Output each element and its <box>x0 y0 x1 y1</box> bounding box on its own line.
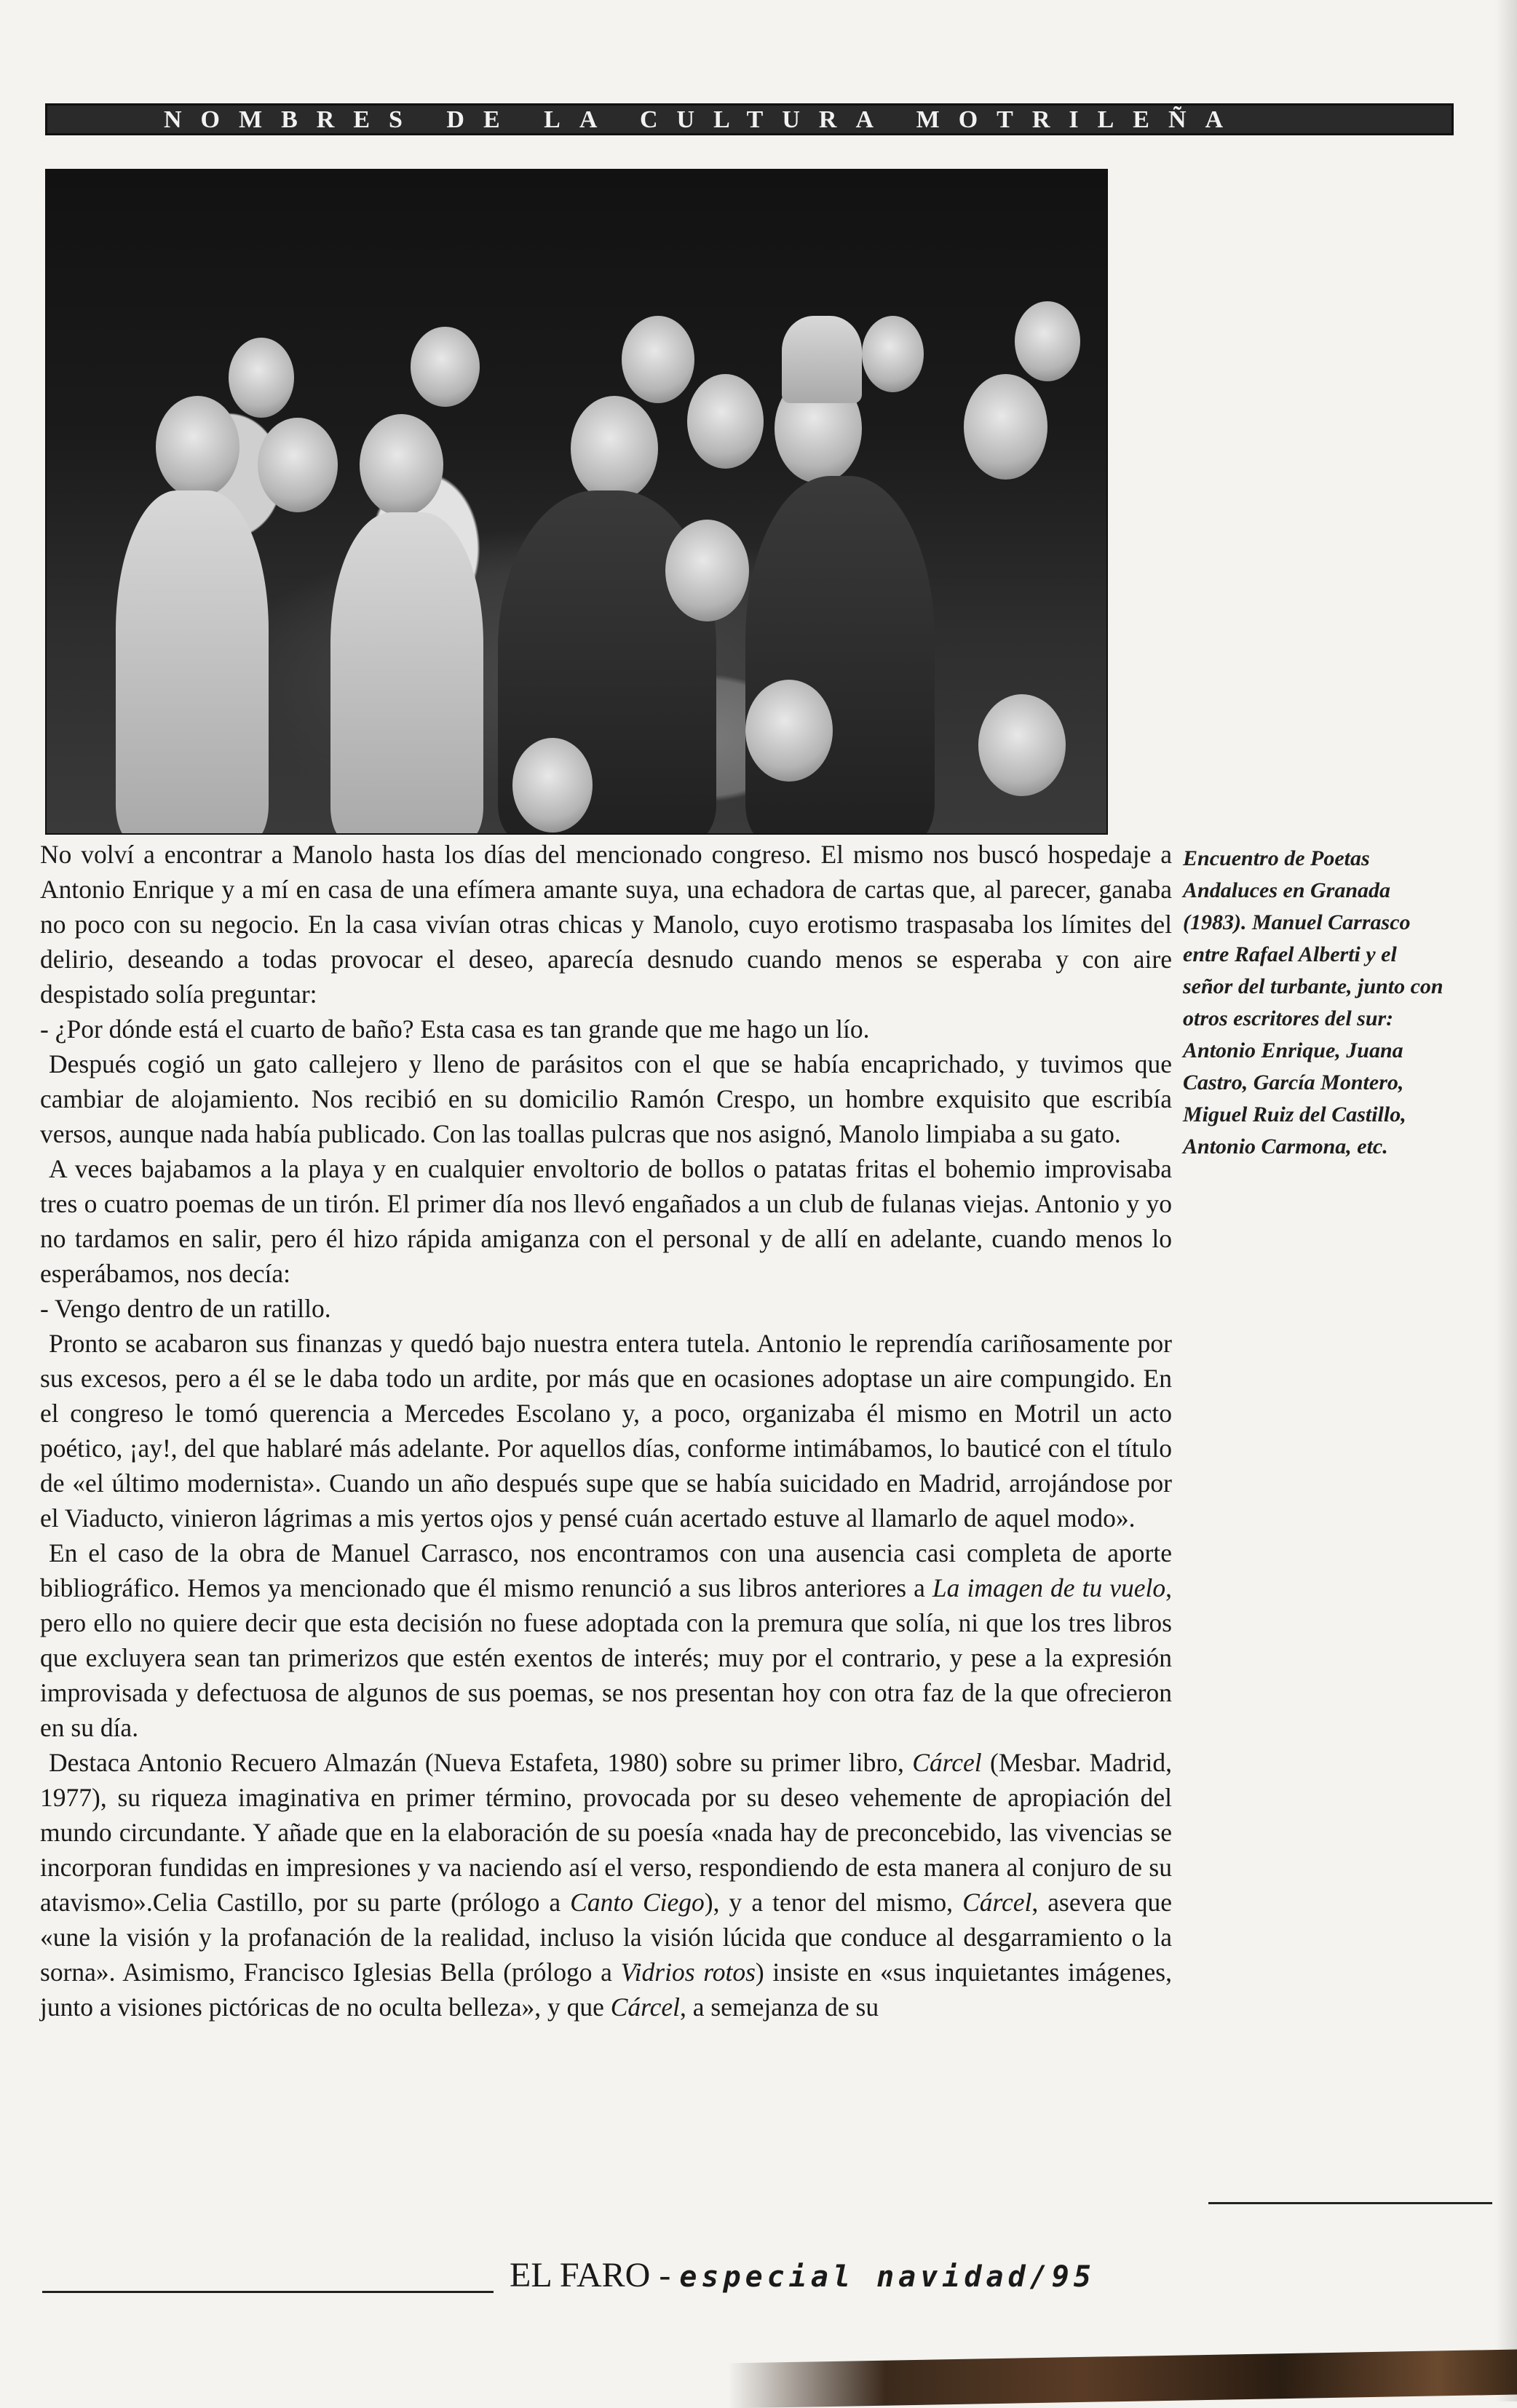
person-face <box>411 327 480 407</box>
book-title: Cárcel <box>962 1888 1032 1917</box>
article-paragraph: Pronto se acabaron sus finanzas y quedó bajo nuestra entera tutela. Antonio le reprendía cariñosamente por sus excesos, pero a él se le daba todo un ardite, por más que en ocasiones adoptase un aire compungido. En el congreso le tomó querencia a Mercedes Escolano y, a poco, organizaba él mismo en Motril un acto poético, ¡ay!, del que hablaré más adelante. Por aquellos días, conforme intimábamos, lo bauticé con el título de «el último modernista». Cuando un año después supe que se había suicidado en Madrid, arrojándose por el Viaducto, vinieron lágrimas a mis yertos ojos y pensé cuán acertado estuve al llamarlo de aquel modo». <box>40 1329 1172 1533</box>
article-paragraph: - ¿Por dónde está el cuarto de baño? Esta casa es tan grande que me hago un lío. <box>40 1014 870 1044</box>
book-title: Cárcel <box>912 1748 982 1777</box>
text-run: (Mesbar. Madrid, 1977), su riqueza imaginativa en primer término, provocada por su deseo vehemente de apropiación del mundo circundante. Y añade que en la elaboración de su poesía «nada hay de preconcebido, las vivencias se incorporan fundidas en impresiones y va naciendo así el verso, respondiendo de esta manera al conjuro de su atavismo».Celia Castillo, por su parte (prólogo a <box>40 1748 1172 1917</box>
person-face <box>571 396 658 501</box>
book-title: La imagen de tu vuelo <box>932 1573 1166 1602</box>
article-body <box>40 837 1172 2024</box>
article-paragraph <box>40 1535 1172 1745</box>
photo-caption: Encuentro de Poetas Andaluces en Granada (1983). Manuel Carrasco entre Rafael Alberti y el señor del turbante, junto con otros escritores del sur: Antonio Enrique, Juana Castro, García Montero, Miguel Ruiz del Castillo, Antonio Carmona, etc. <box>1183 846 1443 1159</box>
person-coat <box>330 512 483 835</box>
article-paragraph: - Vengo dentro de un ratillo. <box>40 1294 331 1323</box>
page-footer <box>510 2254 1096 2297</box>
person-face <box>1015 301 1080 381</box>
footer-brand: EL FARO - <box>510 2256 680 2294</box>
group-photo-image <box>45 169 1108 835</box>
article-paragraph <box>40 1745 1172 2024</box>
article-paragraph: A veces bajabamos a la playa y en cualquier envoltorio de bollos o patatas fritas el bohemio improvisaba tres o cuatro poemas de un tirón. El primer día nos llevó engañados a un club de fulanas viejas. Antonio y yo no tardamos en salir, pero él hizo rápida amiganza con el personal y de allí en adelante, cuando menos lo esperábamos, nos decía: <box>40 1154 1172 1288</box>
person-face <box>687 374 764 469</box>
text-run: En el caso de la obra de Manuel Carrasco, nos encontramos con una ausencia casi completa de aporte bibliográfico. Hemos ya mencionado que él mismo renunció a sus libros anteriores a <box>40 1538 1172 1602</box>
text-run: , a semejanza de su <box>680 1992 879 2022</box>
person-face <box>229 338 294 418</box>
article-paragraph: Después cogió un gato callejero y lleno de parásitos con el que se había encaprichado, y tuvimos que cambiar de alojamiento. Nos recibió en su domicilio Ramón Crespo, un hombre exquisito que escribía versos, aunque nada había publicado. Con las toallas pulcras que nos asignó, Manolo limpiaba a su gato. <box>40 1049 1172 1148</box>
section-title: NOMBRES DE LA CULTURA MOTRILEÑA <box>164 106 1243 133</box>
person-coat <box>116 490 269 835</box>
person-face <box>745 680 833 782</box>
text-run: , asevera que «une la visión y la profanación de la realidad, incluso la visión lúcida que conduce al desgarramiento o la sorna». Asimismo, Francisco Iglesias Bella (prólogo a <box>40 1888 1173 1987</box>
person-face <box>622 316 694 403</box>
person-face <box>258 418 338 512</box>
page-edge-shadow <box>1495 0 1517 2401</box>
book-title: Vidrios rotos <box>620 1958 756 1987</box>
footer-rule-right <box>1208 2202 1492 2204</box>
person-face <box>512 738 593 833</box>
text-run: Destaca Antonio Recuero Almazán (Nueva Estafeta, 1980) sobre su primer libro, <box>49 1748 913 1777</box>
person-face <box>978 694 1066 796</box>
text-run: , pero ello no quiere decir que esta decisión no fuese adoptada con la premura que solía, ni que los tres libros que excluyera sean tan primerizos que estén exentos de interés; muy por el contrario, y pese a la expresión improvisada y defectuosa de algunos de sus poemas, se nos presentan hoy con otra faz de la que ofrecieron en su día. <box>40 1573 1172 1742</box>
book-title: Cárcel <box>610 1992 681 2022</box>
next-page-edge <box>728 2350 1517 2408</box>
turban <box>782 316 862 403</box>
footer-rule-left <box>42 2291 494 2293</box>
person-face <box>665 520 749 621</box>
person-face <box>862 316 924 392</box>
person-face <box>360 414 443 516</box>
footer-issue: especial navidad/95 <box>679 2260 1096 2294</box>
article-paragraph: No volví a encontrar a Manolo hasta los días del mencionado congreso. El mismo nos buscó hospedaje a Antonio Enrique y a mí en casa de una efímera amante suya, una echadora de cartas que, al parecer, ganaba no poco con su negocio. En la casa vivían otras chicas y Manolo, cuyo erotismo traspasaba los límites del delirio, deseando a todas provocar el deseo, aparecía desnudo cuando menos se esperaba y con aire despistado solía preguntar: <box>40 840 1172 1009</box>
person-face <box>964 374 1047 480</box>
book-title: Canto Ciego <box>570 1888 705 1917</box>
person-robe <box>745 476 935 835</box>
text-run: ) insiste en «sus inquietantes imágenes, junto a visiones pictóricas de no oculta belleza», y que <box>40 1958 1172 2022</box>
section-header-bar <box>45 103 1454 135</box>
person-face <box>156 396 239 498</box>
text-run: ), y a tenor del mismo, <box>704 1888 963 1917</box>
